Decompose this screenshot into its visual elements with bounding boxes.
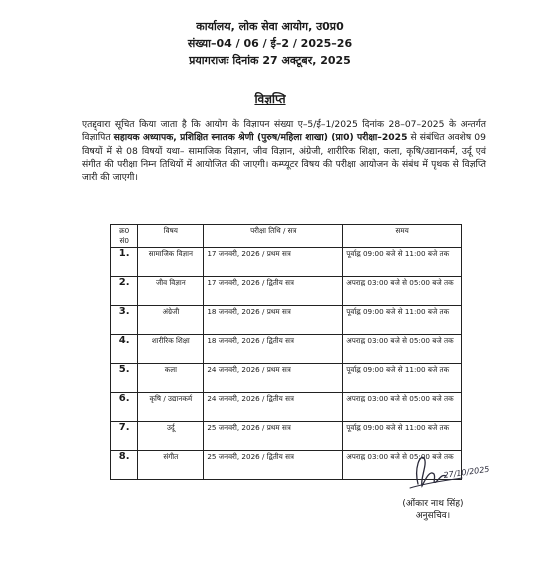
row-time: पूर्वाह्न 09:00 बजे से 11:00 बजे तक <box>343 422 462 451</box>
row-subject: सामाजिक विज्ञान <box>138 248 204 277</box>
row-subject: अंग्रेजी <box>138 306 204 335</box>
notice-title-text: विज्ञप्ति <box>254 92 286 106</box>
header-serial: क्र0 सं0 <box>111 225 138 248</box>
signatory-name: (ओंकार नाथ सिंह) <box>402 499 464 509</box>
notice-title <box>0 88 540 107</box>
row-date: 24 जनवरी, 2026 / प्रथम सत्र <box>204 364 343 393</box>
row-date: 25 जनवरी, 2026 / प्रथम सत्र <box>204 422 343 451</box>
row-serial: 4. <box>111 335 138 364</box>
exam-name: सहायक अध्यापक, प्रशिक्षित स्नातक श्रेणी (पुरुष/महिला शाखा) (प्रा0) परीक्षा–2025 <box>113 132 408 144</box>
row-time: पूर्वाह्न 09:00 बजे से 11:00 बजे तक <box>343 248 462 277</box>
row-date: 25 जनवरी, 2026 / द्वितीय सत्र <box>204 451 343 480</box>
row-time: पूर्वाह्न 09:00 बजे से 11:00 बजे तक <box>343 306 462 335</box>
row-date: 17 जनवरी, 2026 / द्वितीय सत्र <box>204 277 343 306</box>
exam-schedule-table <box>110 224 462 480</box>
signatory-block <box>378 498 488 522</box>
svg-text:27/10/2025: 27/10/2025 <box>443 464 490 480</box>
row-time: अपराह्न 03:00 बजे से 05:00 बजे तक <box>343 335 462 364</box>
header-date-session: परीक्षा तिथि / सत्र <box>204 225 343 248</box>
table-row <box>111 393 462 422</box>
row-time: अपराह्न 03:00 बजे से 05:00 बजे तक <box>343 393 462 422</box>
row-serial: 8. <box>111 451 138 480</box>
row-subject: जीव विज्ञान <box>138 277 204 306</box>
letterhead <box>0 18 540 69</box>
row-serial: 7. <box>111 422 138 451</box>
row-subject: उर्दू <box>138 422 204 451</box>
paragraph-part2: से संबंधित अवशेष 09 विषयों में से 08 विषयों यथा– सामाजिक विज्ञान, जीव विज्ञान, अंग्रेजी, शारीरिक शिक्षा, कला, कृषि/उद्यानकर्म, उर्दू एवं संगीत की परीक्षा निम्न तिथियों में आयोजित की जाएगी। कम्प्यूटर विषय की परीक्षा आयोजन के संबंध में पृथक से विज्ञप्ति जारी की जाएगी। <box>82 132 486 184</box>
table-row <box>111 364 462 393</box>
row-subject: कृषि / उद्यानकर्म <box>138 393 204 422</box>
handwritten-signature <box>400 448 490 494</box>
row-subject: कला <box>138 364 204 393</box>
signatory-designation: अनुसचिव। <box>415 511 451 521</box>
row-subject: शारीरिक शिक्षा <box>138 335 204 364</box>
row-serial: 2. <box>111 277 138 306</box>
row-serial: 6. <box>111 393 138 422</box>
office-name: कार्यालय, लोक सेवा आयोग, उ0प्र0 <box>196 20 344 33</box>
row-subject: संगीत <box>138 451 204 480</box>
row-date: 17 जनवरी, 2026 / प्रथम सत्र <box>204 248 343 277</box>
notice-paragraph <box>82 118 486 184</box>
header-time: समय <box>343 225 462 248</box>
row-date: 18 जनवरी, 2026 / द्वितीय सत्र <box>204 335 343 364</box>
paragraph-part1: एतद्द्वारा सूचित किया जाता है कि आयोग के विज्ञापन संख्या ए–5/ई–1/2025 दिनांक 28–07–2025 के अन्तर्गत विज्ञापित <box>82 119 486 144</box>
place-and-date: प्रयागराजः दिनांक 27 अक्टूबर, 2025 <box>189 54 351 67</box>
table-row <box>111 306 462 335</box>
row-time: अपराह्न 03:00 बजे से 05:00 बजे तक <box>343 277 462 306</box>
table-row <box>111 277 462 306</box>
table-row <box>111 248 462 277</box>
row-serial: 5. <box>111 364 138 393</box>
row-date: 18 जनवरी, 2026 / प्रथम सत्र <box>204 306 343 335</box>
row-time: अपराह्न 03:00 बजे से 05:00 बजे तक <box>343 451 462 480</box>
table-row <box>111 335 462 364</box>
table-row <box>111 422 462 451</box>
row-date: 24 जनवरी, 2026 / द्वितीय सत्र <box>204 393 343 422</box>
row-time: पूर्वाह्न 09:00 बजे से 11:00 बजे तक <box>343 364 462 393</box>
table-header-row <box>111 225 462 248</box>
header-subject: विषय <box>138 225 204 248</box>
row-serial: 3. <box>111 306 138 335</box>
reference-number: संख्या–04 / 06 / ई–2 / 2025–26 <box>187 37 353 50</box>
row-serial: 1. <box>111 248 138 277</box>
